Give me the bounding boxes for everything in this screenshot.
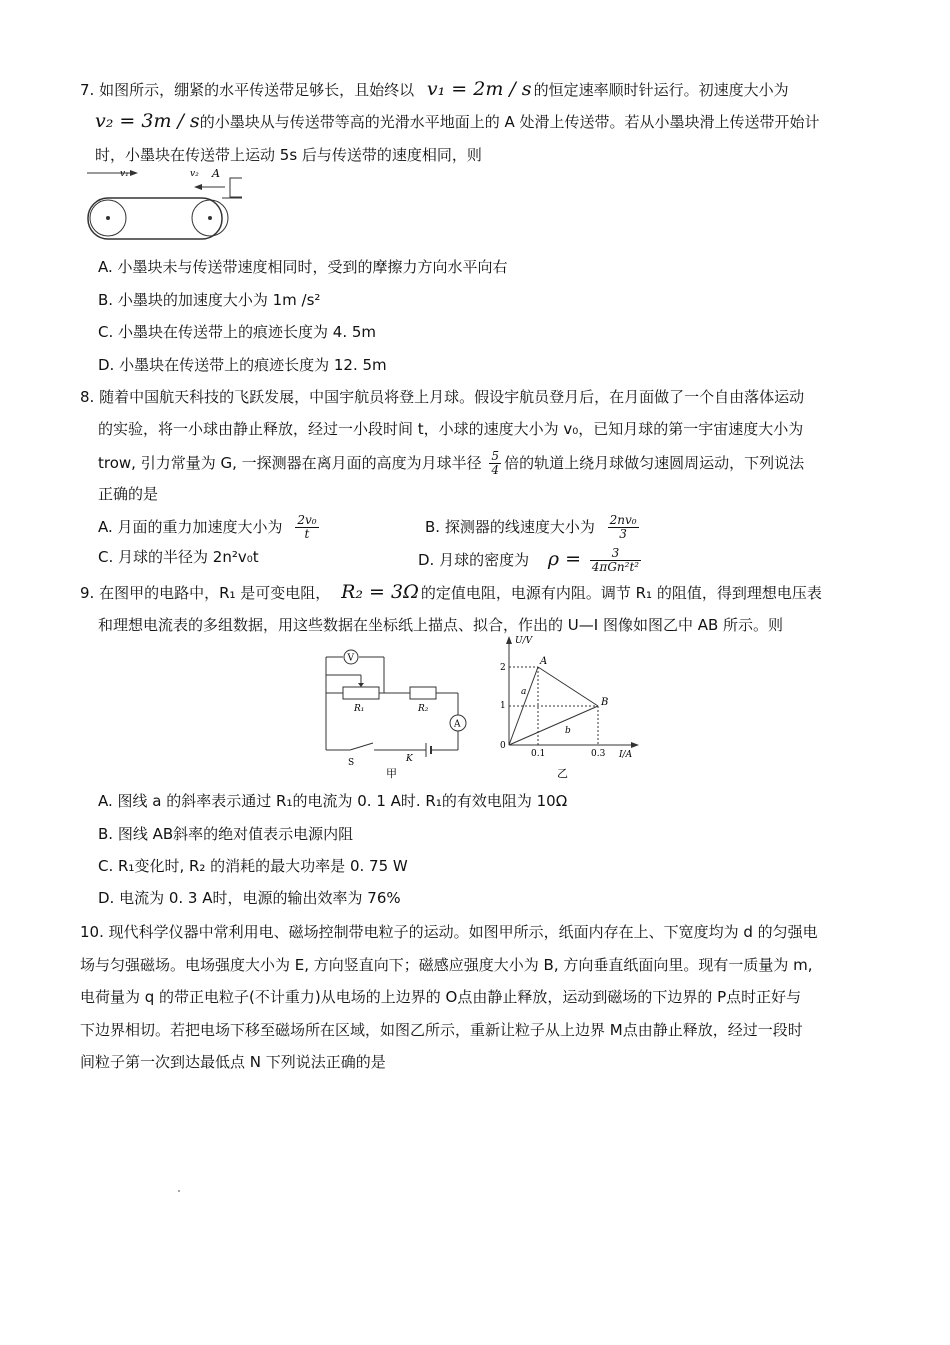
right-pulley-axle [208,216,212,220]
q9-option-b: B. 图线 AB斜率的绝对值表示电源内阻 [98,825,354,843]
q8-option-d [418,547,641,574]
circuit-caption: 甲 [386,767,397,780]
ammeter-label: A [454,719,461,730]
point-a-label: A [540,656,548,667]
q7-option-c: C. 小墨块在传送带上的痕迹长度为 4. 5m [98,323,377,341]
u-axis-label: U/V [515,636,533,646]
variable-resistor-r1 [343,687,379,699]
q10-line-1: 10. 现代科学仪器中常利用电、磁场控制带电粒子的运动。如图甲所示，纸面内存在上、下宽度均为 d 的匀强电 [80,923,818,941]
q8-text-3b: 倍的轨道上绕月球做匀速圆周运动，下列说法 [504,454,805,472]
q8-option-a-text: A. 月面的重力加速度大小为 [98,518,283,536]
q9-text-1b: 的定值电阻，电源有内阻。调节 R₁ 的阻值，得到理想电压表 [420,584,822,602]
fraction-denominator: 4 [491,463,500,477]
slider-arrow [358,683,364,687]
u-i-graph [495,632,645,782]
q8-option-c: C. 月球的半径为 2n²v₀t [98,548,259,566]
fraction-numerator: 5 [491,449,500,463]
origin-label: 0 [500,741,506,751]
u-tick-1: 1 [500,701,506,711]
point-a-label: A [212,167,220,180]
fraction-numerator: 2nv₀ [609,513,637,527]
line-b-label: b [565,726,571,736]
i-tick-0-1: 0.1 [531,749,546,759]
conveyor-belt-figure [82,165,242,245]
fraction-numerator: 3 [590,547,641,561]
q8-text-3a: trow, 引力常量为 G, 一探测器在离月面的高度为月球半径 [98,454,482,472]
line-a-label: a [521,687,527,697]
q9-text-1a: 9. 在图甲的电路中，R₁ 是可变电阻， [80,584,331,602]
q8-line-3 [98,450,804,477]
q8-orbit-fraction [489,450,501,477]
q10-line-4: 下边界相切。若把电场下移至磁场所在区域，如图乙所示，重新让粒子从上边界 M点由静止释放，经过一段时 [80,1021,803,1039]
ink-block [230,178,242,197]
q8-option-a-fraction [295,514,318,541]
q9-option-c: C. R₁变化时, R₂ 的消耗的最大功率是 0. 75 W [98,857,408,875]
graph-caption: 乙 [557,767,568,780]
battery-label: K [406,754,413,764]
q9-option-a: A. 图线 a 的斜率表示通过 R₁的电流为 0. 1 A时. R₁的有效电阻为 10Ω [98,792,568,810]
fraction-denominator: 4πGn²t² [591,560,640,574]
fixed-resistor-r2 [410,687,436,699]
i-tick-0-3: 0.3 [591,749,606,759]
i-axis-arrowhead [631,742,639,748]
fraction-denominator: 3 [619,527,627,541]
q9-option-d: D. 电流为 0. 3 A时，电源的输出效率为 76% [98,889,401,907]
q7-text-1: 7. 如图所示，绷紧的水平传送带足够长，且始终以 [80,81,415,99]
q7-option-d: D. 小墨块在传送带上的痕迹长度为 12. 5m [98,356,387,374]
q7-option-a: A. 小墨块未与传送带速度相同时，受到的摩擦力方向水平向右 [98,258,508,276]
line-ab [538,667,598,706]
q7-line-2 [95,111,820,132]
q8-option-b [425,514,639,541]
q7-text-1b: 的恒定速率顺时针运行。初速度大小为 [533,81,789,99]
q10-line-3: 电荷量为 q 的带正电粒子(不计重力)从电场的上边界的 O点由静止释放，运动到磁场的下边界的 P点时正好与 [80,988,802,1006]
u-tick-2: 2 [500,663,506,673]
fraction-numerator: 2v₀ [297,513,317,527]
q9-line-1 [80,582,822,603]
v1-arrowhead [130,170,138,176]
q10-line-5: 间粒子第一次到达最低点 N 下列说法正确的是 [80,1053,386,1071]
point-b-label: B [601,697,609,708]
q8-line-1: 8. 随着中国航天科技的飞跃发展，中国宇航员将登上月球。假设宇航员登月后，在月面做了一个自由落体运动 [80,388,805,406]
q8-option-b-text: B. 探测器的线速度大小为 [425,518,595,536]
i-axis-label: I/A [619,750,633,760]
q10-line-2: 场与匀强磁场。电场强度大小为 E, 方向竖直向下；磁感应强度大小为 B, 方向垂直纸面向里。现有一质量为 m, [80,956,813,974]
r1-label: R₁ [354,704,365,714]
switch-s [350,743,373,750]
q7-option-b: B. 小墨块的加速度大小为 1m /s² [98,291,321,309]
q7-line-3: 时，小墨块在传送带上运动 5s 后与传送带的速度相同，则 [95,146,482,164]
v2-label: v₂ [190,169,199,179]
q8-line-4: 正确的是 [98,485,159,503]
left-pulley-axle [106,216,110,220]
line-b [509,706,598,745]
q8-option-d-fraction [590,547,641,574]
q7-v2-expression: v₂ = 3m / s [95,110,200,132]
u-axis-arrowhead [506,636,512,644]
q7-line-1 [80,79,789,100]
voltmeter-label: V [347,653,354,664]
q8-option-a [98,514,319,541]
q8-option-b-fraction [608,514,639,541]
q7-v1-expression: v₁ = 2m / s [426,78,532,100]
q7-text-2b: 的小墨块从与传送带等高的光滑水平地面上的 A 处滑上传送带。若从小墨块滑上传送带开始计 [199,113,820,131]
v2-arrowhead [194,184,202,190]
rho-symbol: ρ = [547,548,582,570]
switch-label: S [348,758,355,768]
q8-line-2: 的实验，将一小球由静止释放，经过一小段时间 t，小球的速度大小为 v₀，已知月球的第一宇宙速度大小为 [98,420,804,438]
fraction-denominator: t [304,527,310,541]
q8-option-d-text: D. 月球的密度为 [418,551,530,569]
scan-dot [178,1190,180,1192]
circuit-diagram [318,643,478,783]
r2-expression: R₂ = 3Ω [341,581,419,603]
v1-label: v₁ [120,169,129,179]
r2-label: R₂ [418,704,429,714]
q9-line-2: 和理想电流表的多组数据，用这些数据在坐标纸上描点、拟合，作出的 U—I 图像如图乙中 AB 所示。则 [98,616,784,634]
